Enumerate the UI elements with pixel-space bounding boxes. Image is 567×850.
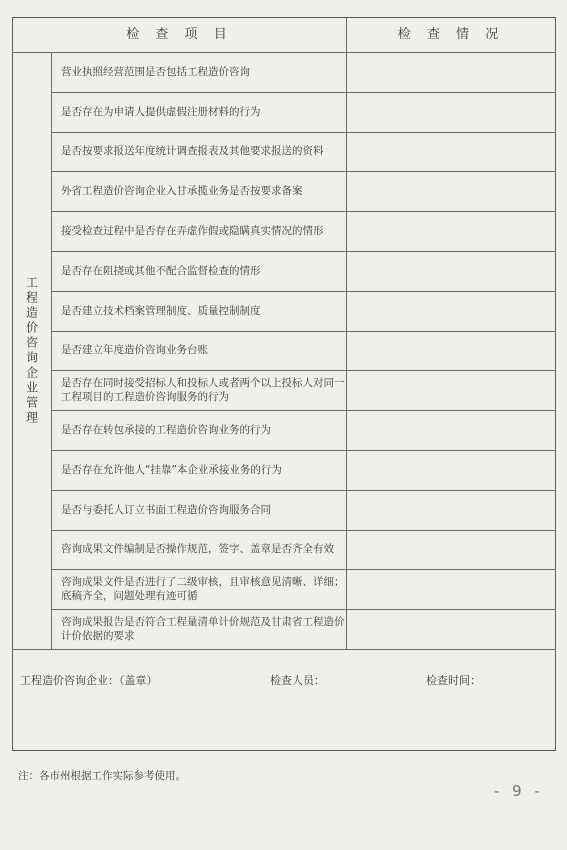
inspection-item: 是否与委托人订立书面工程造价咨询服务合同 (61, 503, 271, 516)
header-items: 检 查 项 目 (126, 27, 233, 42)
header-status: 检 查 情 况 (397, 27, 505, 42)
page-number: - 9 - (494, 782, 544, 800)
status-divider (346, 18, 347, 649)
inspection-item: 咨询成果文件是否进行了二级审核，且审核意见清晰、详细；底稿齐全，问题处理有迹可循 (61, 576, 345, 603)
inspection-item: 是否建立技术档案管理制度、质量控制制度 (61, 304, 261, 317)
category-divider (51, 52, 52, 649)
inspection-item: 是否存在为申请人提供虚假注册材料的行为 (61, 105, 261, 118)
footnote: 注：各市州根据工作实际参考使用。 (18, 770, 186, 782)
inspection-item: 是否存在阻挠或其他不配合监督检查的情形 (61, 264, 261, 277)
inspection-item: 咨询成果文件编制是否操作规范，签字、盖章是否齐全有效 (61, 543, 334, 556)
items-bottom-line (13, 649, 555, 650)
inspection-time: 检查时间： (426, 674, 481, 687)
inspection-item: 是否按要求报送年度统计调查报表及其他要求报送的资料 (61, 145, 324, 158)
category-label: 工程造价咨询企业管理 (24, 275, 39, 426)
inspection-item: 接受检查过程中是否存在弄虚作假或隐瞒真实情况的情形 (61, 225, 324, 238)
inspection-item: 是否建立年度造价咨询业务台账 (61, 344, 208, 357)
inspection-item: 是否存在同时接受招标人和投标人或者两个以上投标人对同一工程项目的工程造价咨询服务的行为 (61, 377, 345, 404)
inspection-item: 咨询成果报告是否符合工程量清单计价规范及甘肃省工程造价计价依据的要求 (61, 616, 345, 643)
inspection-item: 是否存在转包承接的工程造价咨询业务的行为 (61, 424, 271, 437)
inspection-item: 是否存在允许他人“挂靠”本企业承接业务的行为 (61, 463, 282, 476)
enterprise-signature: 工程造价咨询企业：（盖章） (20, 674, 158, 687)
inspector-signature: 检查人员： (270, 674, 325, 687)
inspection-table (12, 17, 556, 751)
inspection-item: 营业执照经营范围是否包括工程造价咨询 (61, 65, 250, 78)
inspection-item: 外省工程造价咨询企业入甘承揽业务是否按要求备案 (61, 185, 303, 198)
